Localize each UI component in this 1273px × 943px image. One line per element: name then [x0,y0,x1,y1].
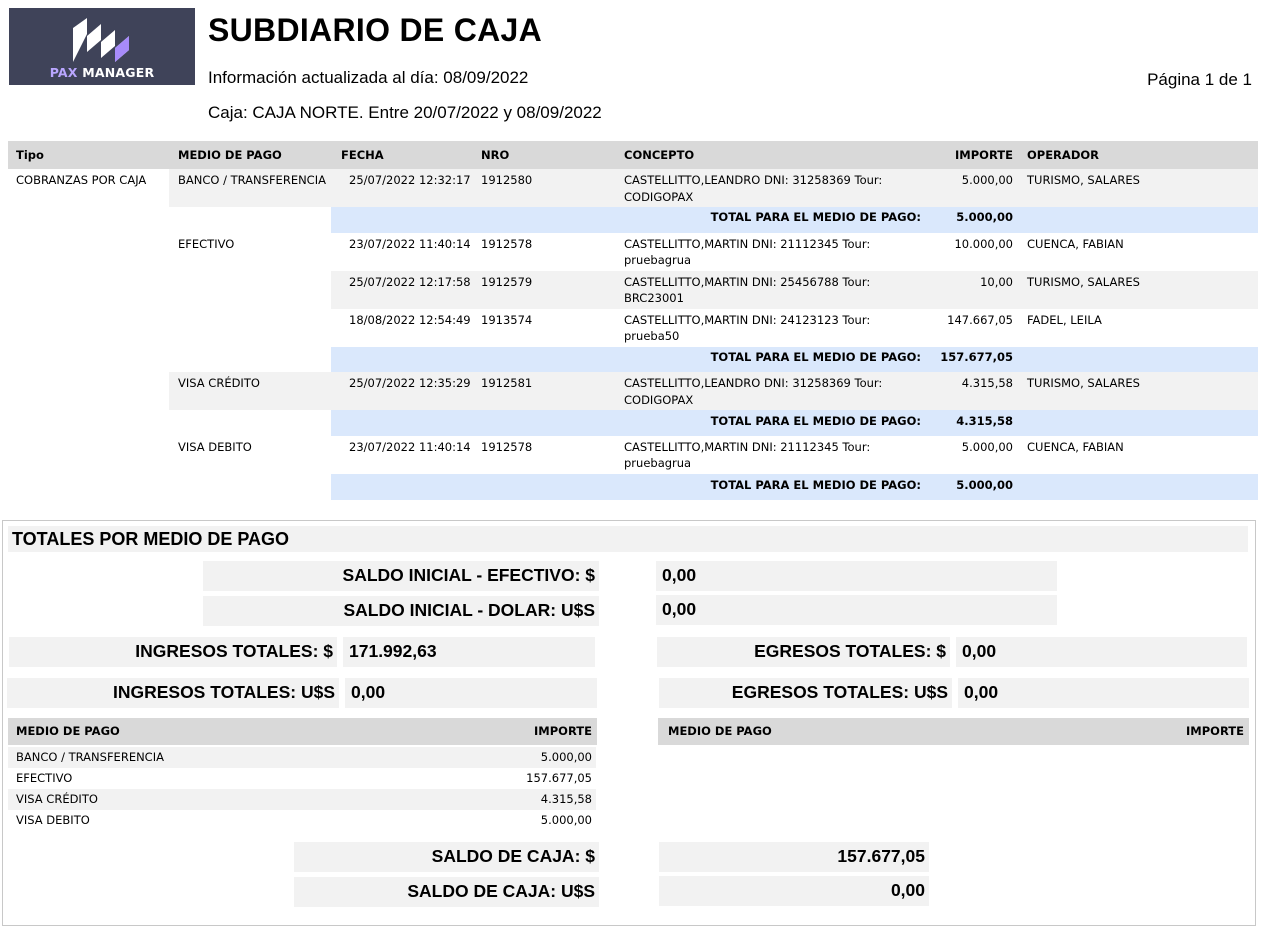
operador-cell: FADEL, LEILA [1027,313,1102,327]
total-row [331,207,1258,233]
operador-cell: CUENCA, FABIAN [1027,237,1124,251]
egresos-pesos-value: 0,00 [956,637,1247,667]
operador-cell: TURISMO, SALARES [1027,275,1140,289]
egresos-usd-label: EGRESOS TOTALES: U$S [659,678,952,708]
concepto-cell: CASTELLITTO,MARTIN DNI: 21112345 Tour: [624,237,871,251]
concepto-cell-line2: prueba50 [624,329,680,343]
fecha-cell: 23/07/2022 11:40:14 [349,440,471,454]
total-value: 5.000,00 [956,210,1013,224]
saldo-inicial-dolar-label: SALDO INICIAL - DOLAR: U$S [203,596,599,626]
concepto-cell: CASTELLITTO,MARTIN DNI: 21112345 Tour: [624,440,871,454]
importe-cell: 4.315,58 [961,376,1013,390]
list-item [8,789,596,810]
col-medio-de-pago: MEDIO DE PAGO [668,724,772,738]
egresos-pesos-label: EGRESOS TOTALES: $ [657,637,950,667]
ingresos-pesos-label: INGRESOS TOTALES: $ [9,637,337,667]
total-value: 157.677,05 [940,350,1013,364]
saldo-caja-usd-label: SALDO DE CAJA: U$S [294,877,599,907]
col-tipo: Tipo [16,148,44,162]
pay-importe: 4.315,58 [540,792,592,806]
saldo-caja-usd-value: 0,00 [659,876,929,906]
pay-importe: 5.000,00 [540,750,592,764]
total-row [331,347,1258,372]
list-item [8,747,596,768]
importe-cell: 10,00 [980,275,1013,289]
importe-cell: 10.000,00 [954,237,1013,251]
total-row [331,474,1258,500]
total-label: TOTAL PARA EL MEDIO DE PAGO: [710,414,921,428]
logo-wordmark: PAX MANAGER [49,65,155,80]
pax-manager-logo-icon [71,14,133,64]
operador-cell: TURISMO, SALARES [1027,173,1140,187]
concepto-cell-line2: pruebagrua [624,253,692,267]
concepto-cell-line2: BRC23001 [624,291,684,305]
nro-cell: 1912581 [481,376,533,390]
col-concepto: CONCEPTO [624,148,695,162]
medio-cell: VISA DEBITO [178,440,252,454]
total-label: TOTAL PARA EL MEDIO DE PAGO: [710,350,921,364]
pay-medio: BANCO / TRANSFERENCIA [16,750,164,764]
concepto-cell: CASTELLITTO,LEANDRO DNI: 31258369 Tour: [624,376,883,390]
total-value: 5.000,00 [956,478,1013,492]
concepto-cell-line2: pruebagrua [624,456,692,470]
col-medio: MEDIO DE PAGO [178,148,282,162]
concepto-cell: CASTELLITTO,MARTIN DNI: 24123123 Tour: [624,313,871,327]
pay-medio: VISA CRÉDITO [16,792,98,806]
operador-cell: TURISMO, SALARES [1027,376,1140,390]
importe-cell: 5.000,00 [961,440,1013,454]
total-value: 4.315,58 [956,414,1013,428]
saldo-caja-pesos-label: SALDO DE CAJA: $ [294,842,599,872]
col-operador: OPERADOR [1027,148,1099,162]
medio-cell: VISA CRÉDITO [178,376,260,390]
pay-medio: VISA DEBITO [16,813,90,827]
summary-title: TOTALES POR MEDIO DE PAGO [8,526,1248,552]
tipo-cell: COBRANZAS POR CAJA [16,173,147,187]
total-label: TOTAL PARA EL MEDIO DE PAGO: [710,210,921,224]
table-header [8,141,1258,169]
list-item [8,768,596,789]
updated-date: Información actualizada al día: 08/09/2022 [208,68,529,87]
total-row [331,410,1258,436]
saldo-inicial-dolar-value: 0,00 [656,595,1057,625]
fecha-cell: 18/08/2022 12:54:49 [349,313,471,327]
pax-manager-logo [9,8,195,85]
concepto-cell-line2: CODIGOPAX [624,190,694,204]
pay-importe: 157.677,05 [526,771,592,785]
operador-cell: CUENCA, FABIAN [1027,440,1124,454]
fecha-cell: 25/07/2022 12:35:29 [349,376,471,390]
fecha-cell: 25/07/2022 12:32:17 [349,173,471,187]
nro-cell: 1912578 [481,237,533,251]
importe-cell: 147.667,05 [947,313,1013,327]
ingresos-usd-value: 0,00 [345,678,597,708]
report-title: SUBDIARIO DE CAJA [208,12,543,48]
nro-cell: 1912579 [481,275,533,289]
pay-medio: EFECTIVO [16,771,73,785]
page-number: Página 1 de 1 [1147,70,1252,89]
egresos-usd-value: 0,00 [958,678,1249,708]
ingresos-medios-header [8,718,597,745]
col-medio-de-pago: MEDIO DE PAGO [16,724,120,738]
col-fecha: FECHA [341,148,384,162]
pay-importe: 5.000,00 [540,813,592,827]
ingresos-usd-label: INGRESOS TOTALES: U$S [7,678,339,708]
ingresos-pesos-value: 171.992,63 [343,637,595,667]
col-importe: IMPORTE [955,148,1013,162]
concepto-cell: CASTELLITTO,MARTIN DNI: 25456788 Tour: [624,275,871,289]
nro-cell: 1912580 [481,173,533,187]
saldo-inicial-efectivo-value: 0,00 [656,561,1057,591]
fecha-cell: 23/07/2022 11:40:14 [349,237,471,251]
egresos-medios-header [658,718,1249,745]
saldo-caja-pesos-value: 157.677,05 [659,842,929,872]
saldo-inicial-efectivo-label: SALDO INICIAL - EFECTIVO: $ [203,561,599,591]
importe-cell: 5.000,00 [961,173,1013,187]
col-nro: NRO [481,148,510,162]
concepto-cell-line2: CODIGOPAX [624,393,694,407]
nro-cell: 1912578 [481,440,533,454]
medio-cell: BANCO / TRANSFERENCIA [178,173,326,187]
medio-cell: EFECTIVO [178,237,235,251]
list-item [8,810,596,831]
concepto-cell: CASTELLITTO,LEANDRO DNI: 31258369 Tour: [624,173,883,187]
col-importe: IMPORTE [534,724,592,738]
nro-cell: 1913574 [481,313,533,327]
col-importe: IMPORTE [1186,724,1244,738]
fecha-cell: 25/07/2022 12:17:58 [349,275,471,289]
total-label: TOTAL PARA EL MEDIO DE PAGO: [710,478,921,492]
caja-range: Caja: CAJA NORTE. Entre 20/07/2022 y 08/09/2022 [208,103,602,122]
